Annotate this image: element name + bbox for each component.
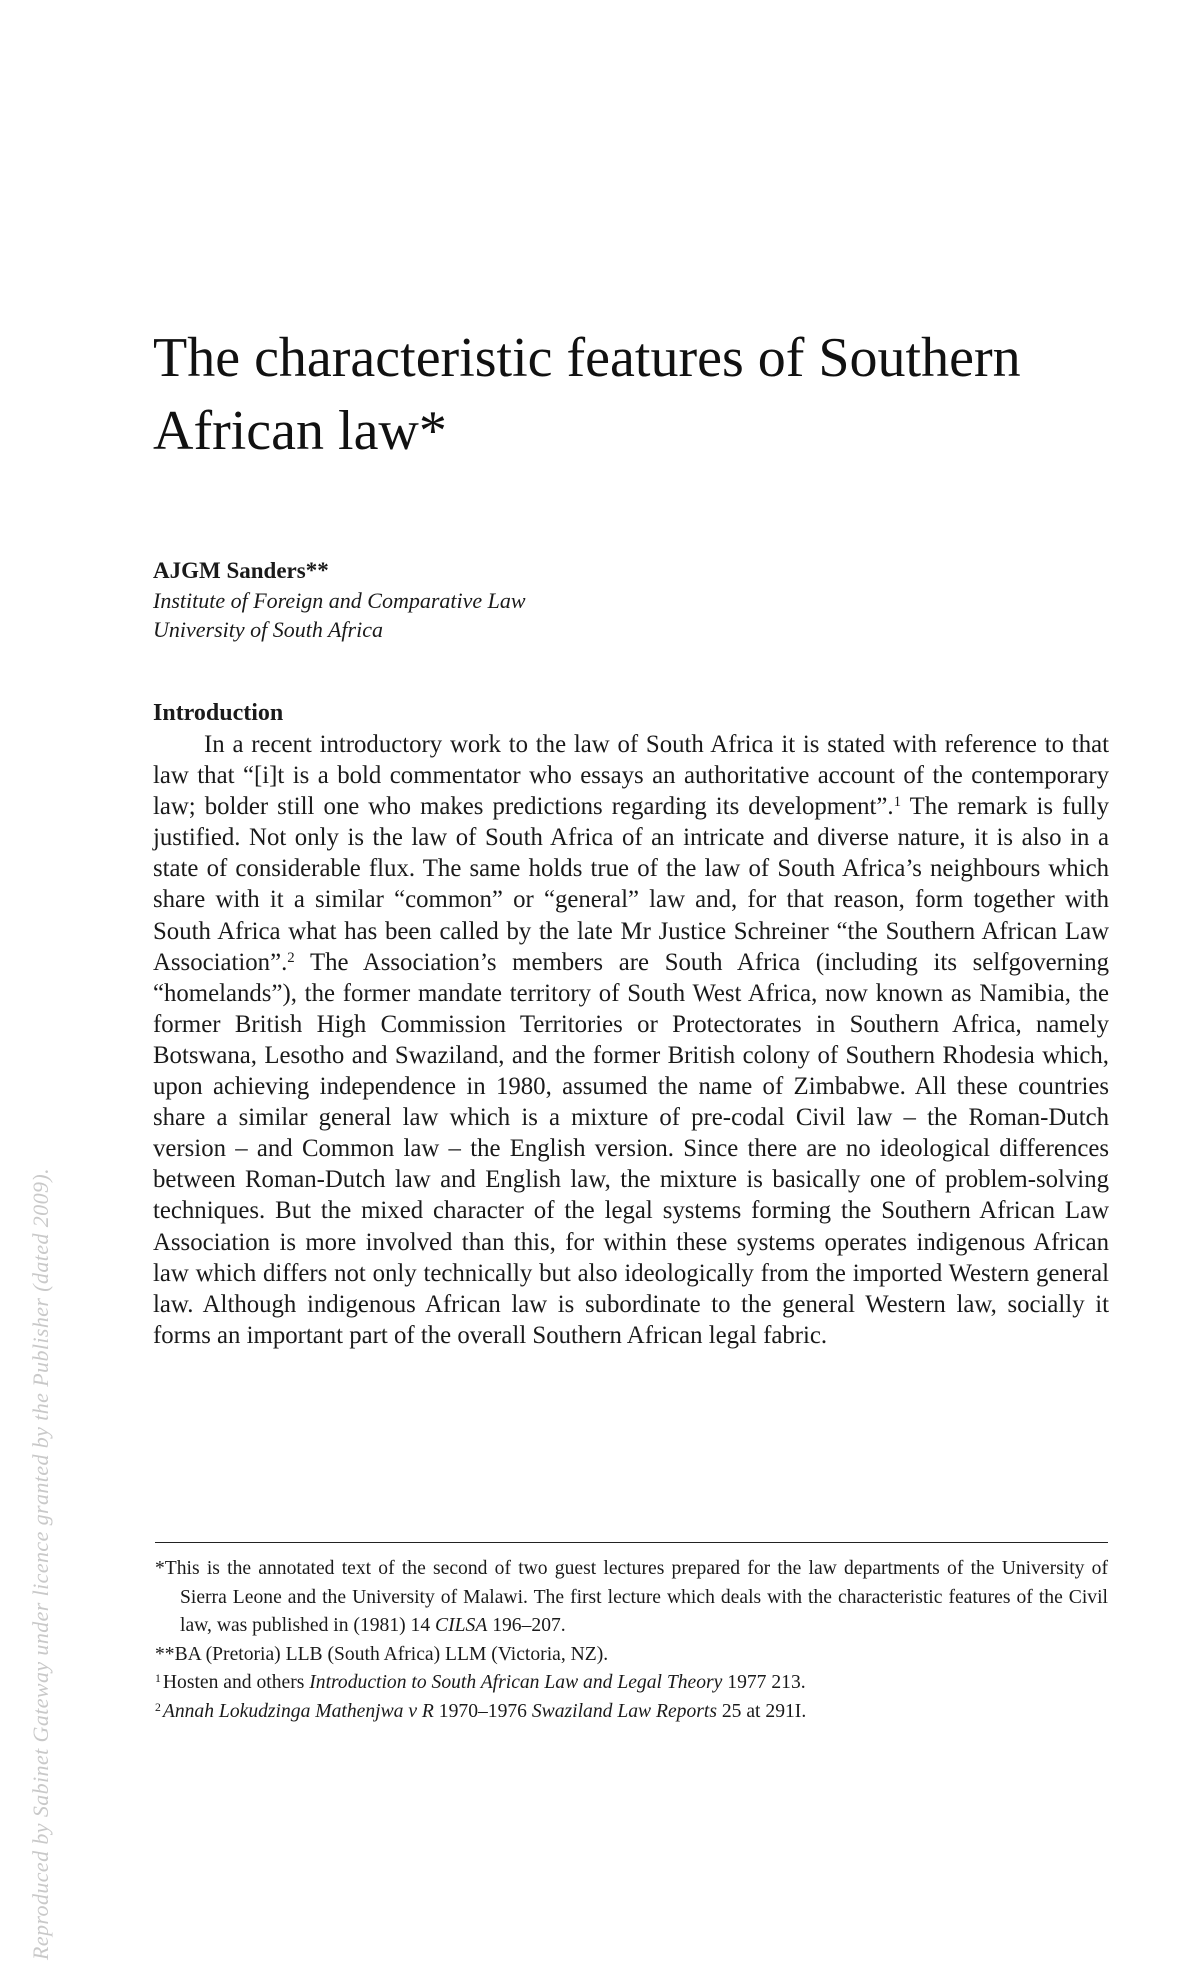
author-name: AJGM Sanders** — [153, 558, 329, 583]
footnote-1-title: Introduction to South African Law and Legal Theory — [309, 1672, 723, 1694]
footnote-star-pages: 196–207. — [487, 1615, 566, 1637]
section-heading: Introduction — [153, 700, 284, 726]
footnote-2-reports: Swaziland Law Reports — [531, 1700, 717, 1722]
footnote-2-case: Annah Lokudzinga Mathenjwa v R — [162, 1700, 434, 1722]
author-affiliation-institute: Institute of Foreign and Comparative Law — [153, 588, 526, 613]
footnote-2-mark: 2 — [155, 1700, 161, 1714]
footnote-2 — [155, 1698, 1108, 1727]
footnote-1-mark: 1 — [155, 1671, 161, 1685]
author-block — [153, 556, 1053, 644]
footnote-1-pre: Hosten and others — [162, 1672, 310, 1694]
article-title: The characteristic features of Southern African law* — [153, 327, 1021, 462]
paragraph-text-part-2: The remark is fully justified. Not only is the law of South Africa of an intricate and diverse nature, it is also in a state of considerable flux. The same holds true of the law of South Africa’s neighbours which share with it a similar “common” or “general” law and, for that reason, form together with South Africa what has been called by the late Mr Justice Schreiner “the Southern African Law Association”. — [153, 793, 1109, 976]
footnote-1-post: 1977 213. — [722, 1672, 806, 1694]
footnote-divider — [155, 1542, 1108, 1543]
footnote-1 — [155, 1669, 1108, 1698]
footnote-ref-2[interactable]: 2 — [287, 949, 295, 966]
paragraph-text-part-1: In a recent introductory work to the law of South Africa it is stated with reference to that law that “[i]t is a bold commentator who essays an authoritative account of the contemporary law; bolder still one who makes predictions regarding its development”. — [153, 731, 1109, 821]
footnote-2-post: 25 at 291I. — [716, 1700, 807, 1722]
footnote-star-text: *This is the annotated text of the second of two guest lectures prepared for the law departments of the University of Sierra Leone and the University of Malawi. The first lecture which deals with the characteristic features of the Civil law, was published in (1981) 14 — [155, 1558, 1108, 1637]
footnote-star — [155, 1555, 1108, 1641]
publisher-watermark: Reproduced by Sabinet Gateway under licence granted by the Publisher (dated 2009). — [28, 1167, 53, 1960]
introduction-paragraph — [153, 729, 1109, 1351]
footnote-2-mid: 1970–1976 — [433, 1700, 532, 1722]
author-affiliation-university: University of South Africa — [153, 617, 383, 642]
footnotes — [155, 1555, 1108, 1727]
footnote-ref-1[interactable]: 1 — [893, 794, 902, 811]
paragraph-text-part-3: The Association’s members are South Africa (including its selfgoverning “homelands”), the former mandate territory of South West Africa, now known as Namibia, the former British High Commission Territories or Protectorates in Southern Africa, namely Botswana, Lesotho and Swaziland, and the former British colony of Southern Rhodesia which, upon achieving independence in 1980, assumed the name of Zimbabwe. All these countries share a similar general law which is a mixture of pre-codal Civil law – the Roman-Dutch version – and Common law – the English version. Since there are no ideological differences between Roman-Dutch law and English law, the mixture is basically one of problem-solving techniques. But the mixed character of the legal systems forming the Southern African Law Association is more involved than this, for within these systems operates indigenous African law which differs not only technically but also ideologically from the imported Western general law. Although indigenous African law is subordinate to the general Western law, socially it forms an important part of the overall Southern African legal fabric. — [153, 948, 1109, 1349]
footnote-double-star: **BA (Pretoria) LLB (South Africa) LLM (Victoria, NZ). — [155, 1643, 609, 1665]
footnote-star-journal: CILSA — [435, 1615, 488, 1637]
